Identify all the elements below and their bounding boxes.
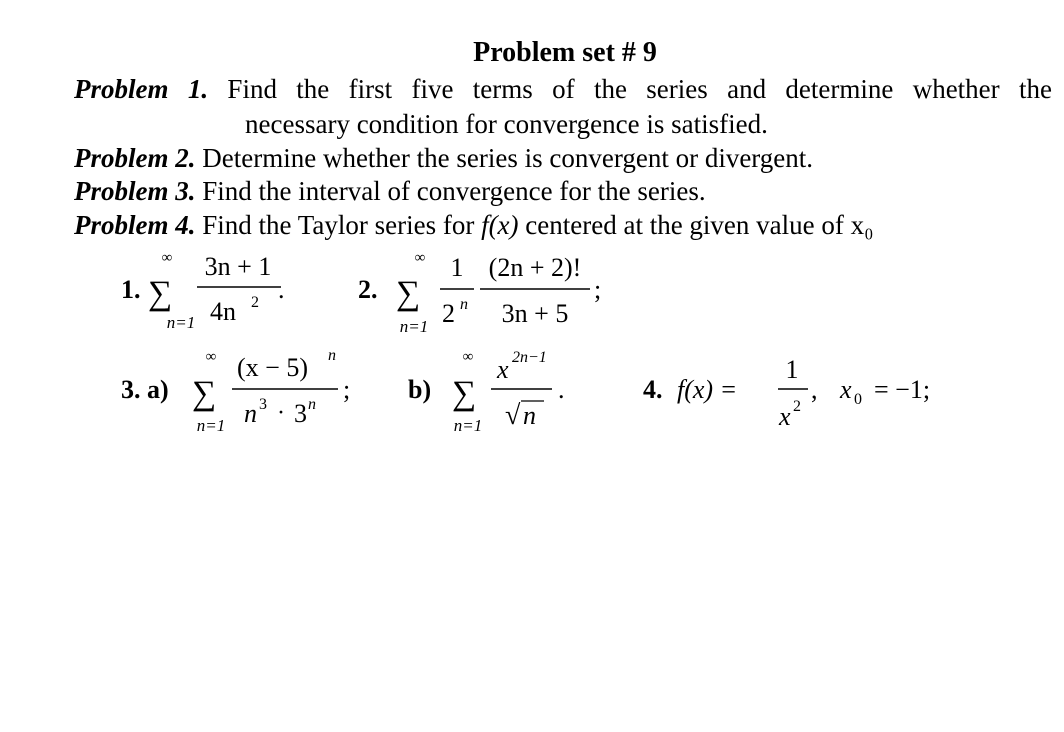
exercise-3b-sum-lower: n=1 (453, 416, 483, 435)
exercise-4-comma: , (811, 375, 818, 404)
exercise-2-frac1-denominator: 2 (442, 299, 455, 328)
problem-4-text-after: centered at the given value of x₀ (518, 210, 874, 240)
exercise-4-x0: x (840, 375, 852, 404)
exercise-3b-numerator-exponent: 2n−1 (512, 349, 547, 366)
exercise-3a (121, 347, 350, 435)
exercise-4-rhs: = −1; (874, 375, 931, 404)
exercise-1-numerator: 3n + 1 (204, 252, 272, 281)
problem-2-text: Determine whether the series is convergent or divergent. (195, 143, 814, 173)
exercise-3a-denominator-dot: · (277, 400, 285, 426)
exercise-2-sum-upper: ∞ (414, 250, 426, 266)
exercise-3a-sum-lower: n=1 (196, 416, 226, 435)
exercise-2-label: 2. (358, 275, 378, 304)
exercise-1-sigma-icon: ∑ (148, 275, 173, 312)
exercise-3a-sum-upper: ∞ (205, 349, 217, 365)
exercise-2-frac1-numerator: 1 (450, 253, 464, 282)
problem-2-label: Problem 2. (74, 143, 196, 173)
exercise-2-sum-lower: n=1 (399, 317, 429, 336)
problem-4-function: f(x) (481, 210, 519, 240)
exercise-3b-tail: . (558, 375, 565, 404)
exercise-3a-denominator-n: n (244, 399, 257, 428)
exercise-2-sigma-icon: ∑ (396, 275, 421, 312)
exercise-3a-sigma-icon: ∑ (192, 375, 217, 412)
exercise-3a-numerator: (x − 5) (237, 353, 308, 382)
exercise-3a-denominator-3: 3 (294, 399, 307, 428)
exercise-4-lhs: f(x) = (677, 375, 738, 404)
page-title: Problem set # 9 (473, 37, 657, 68)
exercise-1-sum-lower: n=1 (166, 313, 196, 332)
exercise-1-denominator-exponent: 2 (251, 294, 259, 311)
exercise-3b-label: b) (408, 375, 432, 404)
exercise-3b (408, 349, 565, 435)
exercise-1-tail: . (278, 275, 285, 304)
exercise-4 (643, 355, 930, 431)
exercise-4-denominator: x (779, 402, 791, 431)
problem-4-label: Problem 4. (74, 210, 196, 240)
exercise-1-sum-upper: ∞ (161, 250, 173, 266)
exercise-3b-denominator: n (523, 401, 536, 430)
exercise-1-denominator: 4n (210, 297, 236, 326)
problem-1-label: Problem 1. (74, 74, 209, 104)
exercise-4-label: 4. (643, 375, 663, 404)
exercise-2-frac2-denominator: 3n + 5 (501, 299, 569, 328)
exercise-3a-label: 3. a) (121, 375, 169, 404)
exercise-3b-sigma-icon: ∑ (452, 375, 477, 412)
exercise-3a-tail: ; (343, 375, 351, 404)
exercise-3a-numerator-exponent: n (328, 347, 336, 364)
exercise-3a-denominator-n-exponent: 3 (259, 396, 267, 413)
exercise-1 (121, 250, 285, 332)
exercise-2-frac2-numerator: (2n + 2)! (488, 253, 582, 282)
problem-3-label: Problem 3. (74, 176, 196, 206)
exercise-3b-sum-upper: ∞ (462, 349, 474, 365)
exercise-2-tail: ; (594, 275, 602, 304)
problem-1-text-continued: necessary condition for convergence is satisfied. (245, 109, 768, 139)
exercise-2-frac1-denominator-exponent: n (460, 296, 468, 313)
exercise-3b-numerator: x (497, 355, 509, 384)
problem-4-text-before: Find the Taylor series for (195, 210, 482, 240)
exercise-3a-denominator-3-exponent: n (308, 396, 316, 413)
exercise-1-label: 1. (121, 275, 141, 304)
exercise-4-denominator-exponent: 2 (793, 398, 801, 415)
exercise-2 (358, 250, 601, 336)
problem-3-text: Find the interval of convergence for the series. (195, 176, 706, 206)
exercise-3b-radical-icon: √ (505, 400, 521, 431)
problem-1-text: Find the first five terms of the series and determine whether the (208, 74, 1052, 104)
exercise-4-x0-subscript: 0 (854, 391, 862, 408)
exercise-4-numerator: 1 (785, 355, 799, 384)
